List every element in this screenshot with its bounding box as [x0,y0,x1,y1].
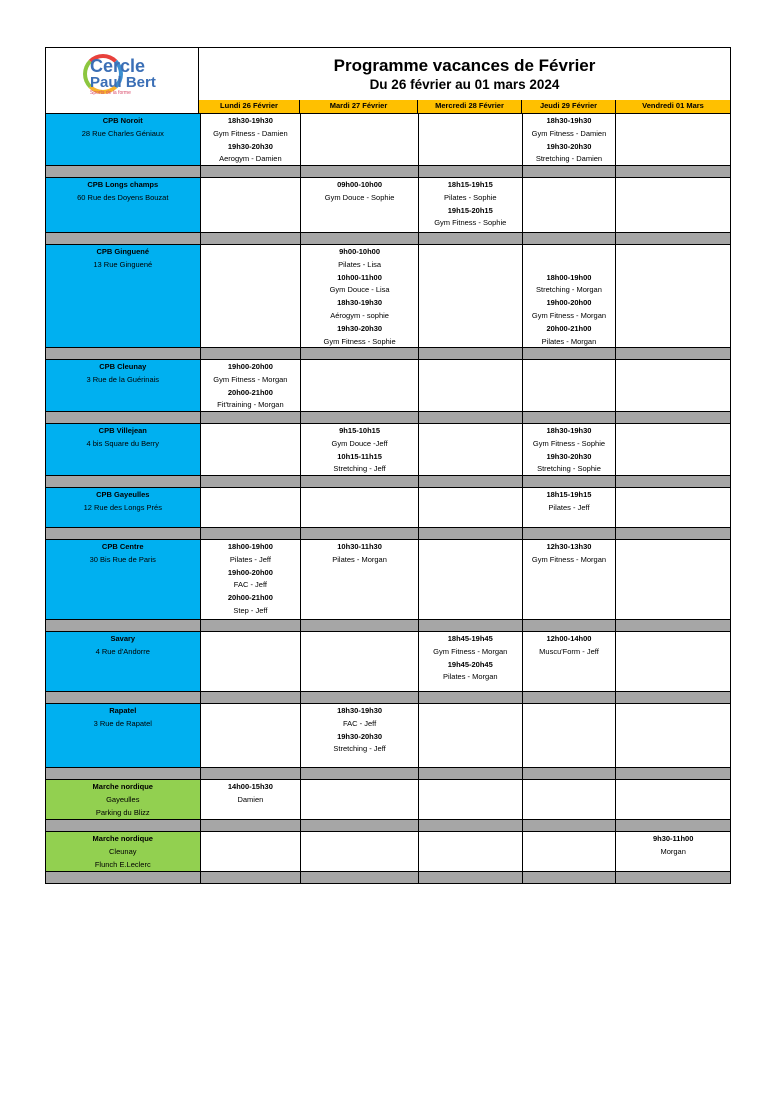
session-time: 19h30-20h30 [546,141,592,151]
separator-cell [46,528,201,540]
location-cell [46,424,201,476]
separator-cell [523,233,617,245]
separator-cell [201,872,302,884]
session-cell [301,245,419,348]
separator-row [46,692,730,704]
table-row [46,114,730,166]
session-time: 18h30-19h30 [337,298,383,308]
session-activity: Gym Fitness - Sophie [323,336,396,346]
session-cell [419,832,523,872]
separator-cell [616,768,730,780]
session-activity: FAC - Jeff [233,580,267,590]
separator-cell [301,412,419,424]
session-cell [419,178,523,233]
separator-cell [46,348,201,360]
separator-cell [419,348,523,360]
session-cell [201,245,302,348]
location-cell [46,632,201,692]
day-header: Lundi 26 Février [199,100,300,114]
session-cell [616,360,730,412]
table-row [46,360,730,412]
session-cell [523,424,617,476]
logo-line2: Paul Bert [90,74,156,91]
separator-cell [419,233,523,245]
separator-cell [301,348,419,360]
session-time: 19h30-20h30 [337,323,383,333]
location-cell [46,780,201,820]
table-row [46,245,730,348]
location-address: 3 Rue de Rapatel [93,718,152,728]
location-cell [46,540,201,620]
session-cell [523,114,617,166]
session-cell [301,178,419,233]
session-time: 18h30-19h30 [227,116,273,125]
session-cell [523,360,617,412]
logo-line3: Sports de la forme [90,90,131,96]
session-cell [419,704,523,768]
separator-cell [523,166,617,178]
location-address: 30 Bis Rue de Paris [89,554,156,564]
session-activity: Aérogym - sophie [330,310,389,320]
session-cell [523,832,617,872]
session-cell [616,488,730,528]
separator-cell [523,820,617,832]
session-cell [523,704,617,768]
session-time: 19h45-20h45 [447,659,493,669]
separator-cell [46,692,201,704]
session-activity: Pilates - Morgan [332,554,387,564]
session-cell [419,780,523,820]
separator-cell [616,528,730,540]
separator-row [46,768,730,780]
separator-cell [616,620,730,632]
location-address: Gayeulles [106,794,140,804]
location-name: CPB Longs champs [87,180,159,189]
location-address: 3 Rue de la Guérinais [86,374,160,384]
separator-cell [301,233,419,245]
separator-cell [301,820,419,832]
session-cell [616,114,730,166]
days-header-row [199,100,730,114]
separator-cell [523,692,617,704]
session-cell [616,704,730,768]
session-cell [616,178,730,233]
table-row [46,178,730,233]
location-name: Rapatel [109,706,137,715]
page-title: Programme vacances de Février [333,56,596,75]
separator-cell [46,768,201,780]
separator-cell [301,768,419,780]
separator-cell [523,348,617,360]
day-header: Mardi 27 Février [300,100,418,114]
separator-cell [419,820,523,832]
table-row [46,780,730,820]
location-cell [46,488,201,528]
location-name: CPB Villejean [98,426,147,435]
schedule-table [45,47,731,884]
session-activity: Fit'training - Morgan [217,400,284,410]
session-activity: Gym Fitness - Damien [213,128,288,138]
separator-row [46,872,730,884]
session-cell [301,424,419,476]
session-cell [201,540,302,620]
session-activity: Pilates - Jeff [548,502,590,512]
session-cell [301,540,419,620]
logo-line1: Cercle [90,56,146,76]
location-address: Flunch E.Leclerc [94,859,151,869]
location-cell [46,832,201,872]
session-time: 12h00-14h00 [546,634,592,643]
session-activity [523,246,616,259]
location-cell [46,114,201,166]
session-time: 19h00-20h00 [546,298,592,308]
location-name: Marche nordique [92,782,153,791]
separator-cell [301,692,419,704]
session-activity [523,259,616,272]
session-time: 10h00-11h00 [337,272,382,282]
separator-cell [616,820,730,832]
separator-row [46,166,730,178]
table-row [46,632,730,692]
separator-cell [201,692,302,704]
session-cell [301,704,419,768]
table-row [46,424,730,476]
session-time: 18h30-19h30 [546,426,592,435]
separator-cell [46,166,201,178]
separator-row [46,412,730,424]
session-activity: Gym Douce - Lisa [329,285,390,295]
session-cell [201,360,302,412]
title-block [199,48,730,100]
session-time: 18h45-19h45 [447,634,493,643]
separator-cell [616,348,730,360]
session-time: 18h15-19h15 [546,490,592,499]
session-time: 19h30-20h30 [337,731,383,741]
separator-cell [46,476,201,488]
session-activity: Pilates - Morgan [541,336,597,346]
separator-cell [419,620,523,632]
table-row [46,488,730,528]
separator-cell [419,412,523,424]
location-cell [46,245,201,348]
location-address: Cleunay [109,846,137,856]
session-time: 20h00-21h00 [227,387,273,397]
separator-cell [301,872,419,884]
session-cell [301,780,419,820]
day-header: Mercredi 28 Février [418,100,522,114]
page-subtitle: Du 26 février au 01 mars 2024 [369,77,560,92]
session-cell [616,245,730,348]
session-time: 9h30-11h00 [652,834,694,843]
session-cell [201,780,302,820]
session-cell [419,632,523,692]
separator-row [46,528,730,540]
separator-cell [201,166,302,178]
separator-cell [419,528,523,540]
session-time: 18h00-19h00 [227,542,273,551]
session-cell [523,780,617,820]
separator-cell [523,620,617,632]
separator-cell [46,620,201,632]
session-cell [201,424,302,476]
session-activity: Muscu'Form - Jeff [539,646,599,656]
location-name: CPB Ginguené [96,247,150,256]
session-cell [523,245,617,348]
separator-cell [46,820,201,832]
session-activity: Gym Fitness - Damien [531,128,607,138]
session-cell [419,488,523,528]
session-cell [419,424,523,476]
separator-cell [616,233,730,245]
session-time: 20h00-21h00 [227,593,273,603]
separator-cell [419,166,523,178]
separator-cell [201,476,302,488]
separator-cell [301,476,419,488]
session-time: 18h30-19h30 [546,116,592,125]
location-address: 13 Rue Ginguené [93,259,153,269]
session-cell [301,114,419,166]
location-address: 4 Rue d'Andorre [95,646,150,656]
session-activity: Step - Jeff [233,605,268,615]
session-cell [201,832,302,872]
separator-cell [419,476,523,488]
location-address: 4 bis Square du Berry [86,438,160,448]
separator-cell [419,872,523,884]
session-cell [523,178,617,233]
session-activity: Gym Douce - Sophie [324,192,395,202]
session-cell [201,632,302,692]
session-activity: FAC - Jeff [342,718,377,728]
session-time: 19h00-20h00 [227,362,273,371]
session-activity: Gym Fitness - Morgan [531,554,607,564]
location-address: 60 Rue des Doyens Bouzat [77,192,169,202]
location-name: CPB Noroit [102,116,143,125]
location-address: 28 Rue Charles Géniaux [81,128,164,138]
session-cell [201,488,302,528]
table-row [46,832,730,872]
session-time: 9h15-10h15 [339,426,380,435]
separator-cell [201,768,302,780]
session-time: 9h00-10h00 [339,247,380,256]
location-name: CPB Cleunay [99,362,147,371]
session-cell [301,488,419,528]
table-row [46,540,730,620]
session-time: 19h30-20h30 [546,451,592,461]
session-activity: Stretching - Jeff [333,464,386,474]
separator-row [46,476,730,488]
session-cell [419,114,523,166]
session-cell [616,424,730,476]
session-activity: Pilates - Sophie [443,192,497,202]
session-cell [616,780,730,820]
separator-cell [616,872,730,884]
separator-cell [201,233,302,245]
location-address: 12 Rue des Longs Prés [83,502,162,512]
day-header: Jeudi 29 Février [522,100,616,114]
session-time: 12h30-13h30 [546,542,592,551]
separator-cell [616,412,730,424]
separator-cell [301,620,419,632]
table-body [46,114,730,884]
separator-cell [46,872,201,884]
session-cell [523,488,617,528]
session-activity: Gym Fitness - Sophie [434,218,507,228]
location-name: Marche nordique [92,834,153,843]
session-cell [301,832,419,872]
separator-row [46,620,730,632]
session-time: 10h15-11h15 [337,451,382,461]
day-header: Vendredi 01 Mars [616,100,730,114]
separator-row [46,233,730,245]
session-activity: Gym Fitness - Sophie [532,438,606,448]
session-cell [419,360,523,412]
separator-cell [46,412,201,424]
separator-cell [201,412,302,424]
separator-cell [523,872,617,884]
session-time: 19h15-20h15 [447,205,493,215]
session-activity: Pilates - Morgan [442,672,498,682]
table-row [46,704,730,768]
location-address: Parking du Blizz [95,807,150,817]
location-cell [46,704,201,768]
separator-cell [201,620,302,632]
logo [46,48,199,114]
separator-cell [523,768,617,780]
location-cell [46,360,201,412]
session-activity: Gym Fitness - Morgan [531,310,607,320]
separator-cell [201,348,302,360]
separator-cell [419,692,523,704]
separator-cell [523,528,617,540]
session-time: 14h00-15h30 [227,782,273,791]
separator-row [46,348,730,360]
separator-cell [301,528,419,540]
session-cell [419,245,523,348]
session-activity: Damien [237,794,264,804]
session-activity: Pilates - Jeff [229,554,271,564]
session-time: 19h30-20h30 [227,141,273,151]
session-cell [523,632,617,692]
session-cell [616,632,730,692]
session-cell [523,540,617,620]
session-time: 20h00-21h00 [546,323,592,333]
separator-cell [201,528,302,540]
location-name: Savary [110,634,136,643]
session-cell [616,832,730,872]
separator-cell [201,820,302,832]
separator-row [46,820,730,832]
session-time: 10h30-11h30 [337,542,382,551]
session-activity: Gym Fitness - Morgan [213,374,288,384]
separator-cell [616,692,730,704]
session-activity: Stretching - Morgan [536,285,602,295]
session-cell [201,114,302,166]
location-name: CPB Gayeulles [96,490,150,499]
session-cell [201,178,302,233]
session-cell [419,540,523,620]
session-activity: Morgan [660,846,686,856]
separator-cell [616,166,730,178]
session-cell [201,704,302,768]
separator-cell [616,476,730,488]
session-time: 18h15-19h15 [447,180,493,189]
session-time: 09h00-10h00 [337,180,383,189]
session-activity: Gym Douce -Jeff [331,438,388,448]
session-cell [616,540,730,620]
separator-cell [301,166,419,178]
session-time: 18h30-19h30 [337,706,383,715]
session-activity: Pilates - Lisa [338,259,382,269]
session-cell [301,360,419,412]
session-activity: Stretching - Jeff [333,744,386,754]
session-activity: Aerogym - Damien [219,154,282,164]
session-activity: Stretching - Damien [535,154,603,164]
separator-cell [419,768,523,780]
location-name: CPB Centre [101,542,144,551]
session-activity: Gym Fitness - Morgan [433,646,508,656]
session-time: 18h00-19h00 [546,272,592,282]
table-header [46,48,730,114]
location-cell [46,178,201,233]
separator-cell [46,233,201,245]
separator-cell [523,476,617,488]
session-cell [301,632,419,692]
session-time: 19h00-20h00 [227,567,273,577]
session-activity: Stretching - Sophie [537,464,601,474]
separator-cell [523,412,617,424]
